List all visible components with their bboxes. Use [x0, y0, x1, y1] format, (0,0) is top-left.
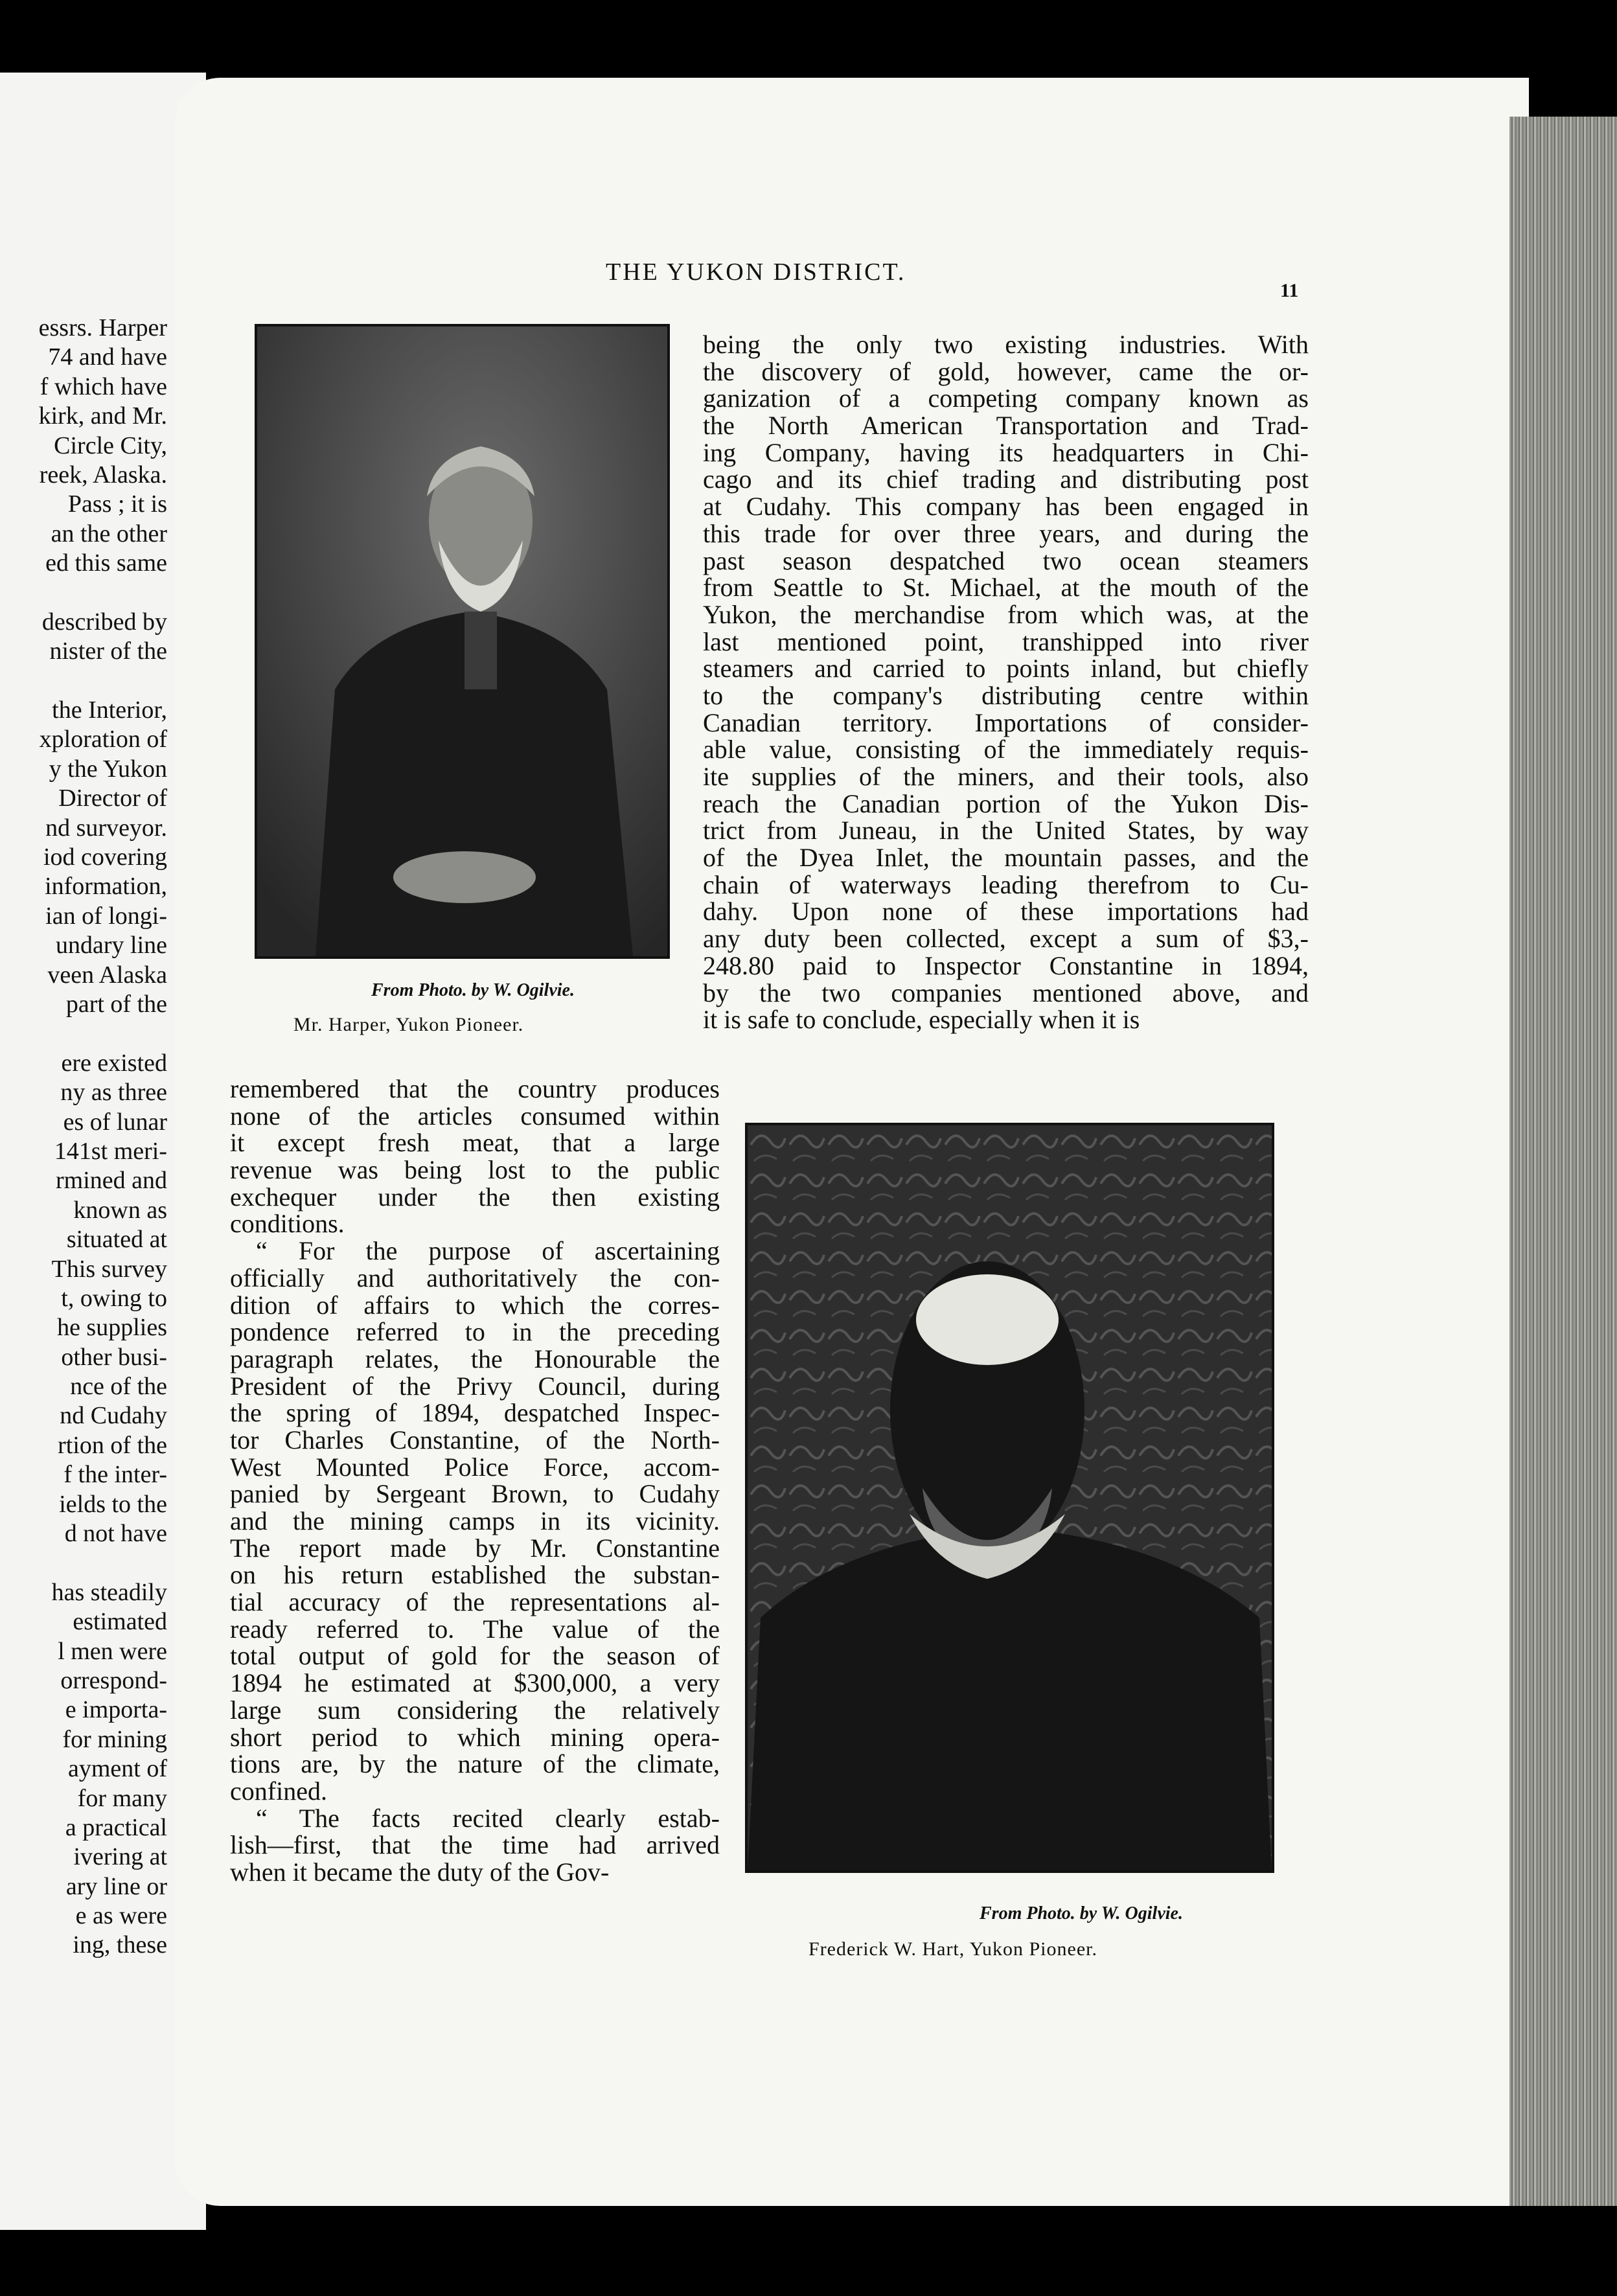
text-line: “ For the purpose of ascertaining [256, 1236, 720, 1266]
right-column-text [703, 331, 1309, 1033]
text-line: at Cudahy. This company has been engaged in [703, 492, 1309, 522]
facing-page-line: undary line [55, 932, 167, 959]
facing-page-line: described by [41, 608, 167, 636]
text-line: last mentioned point, transhipped into river [703, 626, 1309, 656]
facing-page-line: This survey [51, 1255, 167, 1283]
facing-page-line: situated at [66, 1226, 167, 1254]
text-line: “ The facts recited clearly estab- [256, 1803, 720, 1833]
facing-page-line: es of lunar [63, 1108, 167, 1136]
facing-page-line: an the other [51, 520, 167, 547]
facing-page-line: ny as three [60, 1079, 167, 1107]
facing-page-line: y the Yukon [49, 755, 167, 783]
facing-page-line: ian of longi- [45, 902, 167, 930]
facing-page-line: 74 and have [48, 343, 167, 371]
facing-page-line: kirk, and Mr. [38, 402, 167, 430]
text-line: from Seattle to St. Michael, at the mouth of the [703, 573, 1309, 603]
facing-page-line: e as were [75, 1902, 167, 1930]
photo-credit: From Photo. by W. Ogilvie. [371, 980, 575, 1000]
facing-page-line [0, 1019, 167, 1048]
text-line: tions are, by the nature of the climate, [230, 1749, 720, 1779]
text-line: tial accuracy of the representations al- [230, 1587, 720, 1617]
facing-page-line: f which have [40, 373, 167, 400]
facing-page-line: f the inter- [63, 1461, 167, 1489]
facing-page-line: iod covering [43, 844, 167, 871]
text-line: The report made by Mr. Constantine [230, 1533, 720, 1563]
page-edges [1509, 117, 1617, 2206]
text-line: tor Charles Constantine, of the North- [230, 1425, 720, 1454]
facing-page-line: a practical [65, 1813, 167, 1841]
text-line: lish—first, that the time had arrived [230, 1830, 720, 1860]
figure-caption: Frederick W. Hart, Yukon Pioneer. [808, 1938, 1097, 1960]
text-line: when it became the duty of the Gov- [230, 1857, 610, 1887]
portrait-harper [255, 324, 670, 959]
facing-page-line: information, [45, 873, 167, 901]
text-line: of the Dyea Inlet, the mountain passes, and the [703, 843, 1309, 873]
text-line: this trade for over three years, and during the [703, 518, 1309, 548]
text-line: chain of waterways leading therefrom to Cu- [703, 869, 1309, 899]
text-line: reach the Canadian portion of the Yukon Dis- [703, 788, 1309, 818]
text-line: cago and its chief trading and distributing post [703, 465, 1309, 494]
text-line: ite supplies of the miners, and their tools, also [703, 762, 1309, 791]
facing-page-line: Circle City, [54, 431, 167, 459]
facing-page-line: nister of the [49, 637, 167, 665]
facing-page-line: nd surveyor. [45, 814, 167, 842]
text-line: Canadian territory. Importations of consider- [703, 707, 1309, 737]
portrait-hart [745, 1123, 1274, 1873]
text-line: 248.80 paid to Inspector Constantine in 1894, [703, 950, 1309, 980]
text-line: ing Company, having its headquarters in Chi- [703, 437, 1309, 467]
facing-page-line: rmined and [55, 1167, 167, 1195]
facing-page-line: d not have [64, 1520, 167, 1548]
facing-page-line: has steadily [51, 1578, 167, 1606]
facing-page-line: reek, Alaska. [39, 461, 167, 488]
text-line: the spring of 1894, despatched Inspec- [230, 1398, 720, 1428]
text-line: panied by Sergeant Brown, to Cudahy [230, 1479, 720, 1509]
facing-page-line [0, 667, 167, 696]
text-line: steamers and carried to points inland, but chiefly [703, 654, 1309, 683]
text-line: trict from Juneau, in the United States, by way [703, 816, 1309, 845]
text-line: conditions. [230, 1209, 345, 1239]
facing-page-line: part of the [65, 990, 167, 1018]
text-line: large sum considering the relatively [230, 1695, 720, 1725]
text-line: it is safe to conclude, especially when it is [703, 1005, 1140, 1035]
text-line: remembered that the country produces [230, 1074, 720, 1103]
facing-page-line: essrs. Harper [38, 314, 167, 341]
text-line: short period to which mining opera- [230, 1722, 720, 1752]
left-column-text [230, 1075, 720, 1886]
text-line: it except fresh meat, that a large [230, 1128, 720, 1158]
text-line: and the mining camps in its vicinity. [230, 1506, 720, 1535]
figure-caption: Mr. Harper, Yukon Pioneer. [293, 1014, 524, 1035]
facing-page-line: Director of [58, 785, 167, 812]
facing-page-line: known as [73, 1196, 167, 1224]
facing-page-text [0, 314, 167, 1960]
text-line: West Mounted Police Force, accom- [230, 1452, 720, 1482]
text-line: to the company's distributing centre within [703, 680, 1309, 710]
text-line: none of the articles consumed within [230, 1101, 720, 1131]
facing-page-line: ields to the [59, 1490, 167, 1518]
facing-page-line: rtion of the [58, 1431, 167, 1459]
text-line: by the two companies mentioned above, and [703, 978, 1309, 1007]
facing-page-line: for mining [62, 1725, 167, 1753]
facing-page-line [0, 1548, 167, 1578]
text-line: exchequer under the then existing [230, 1182, 720, 1211]
text-line: revenue was being lost to the public [230, 1155, 720, 1185]
facing-page-line: xploration of [39, 726, 167, 753]
text-line: on his return established the substan- [230, 1560, 720, 1590]
photo-credit: From Photo. by W. Ogilvie. [980, 1903, 1183, 1923]
facing-page-line: ayment of [67, 1755, 167, 1783]
facing-page-line: ary line or [65, 1872, 167, 1900]
text-line: dition of affairs to which the corres- [230, 1290, 720, 1320]
facing-page-line: ed this same [45, 549, 167, 577]
page-number: 11 [1280, 280, 1299, 301]
text-line: ganization of a competing company known as [703, 384, 1309, 413]
facing-page-line: ivering at [73, 1843, 167, 1871]
text-line: the discovery of gold, however, came the or- [703, 356, 1309, 386]
facing-page-line: Pass ; it is [67, 490, 167, 518]
facing-page-line: he supplies [57, 1314, 167, 1342]
facing-page-line: e importa- [65, 1696, 167, 1724]
facing-page-line: the Interior, [52, 696, 167, 724]
facing-page-line: for many [77, 1784, 167, 1812]
facing-page-line: orrespond- [60, 1666, 167, 1694]
text-line: any duty been collected, except a sum of $3,- [703, 924, 1309, 954]
facing-page-line: l men were [58, 1637, 167, 1665]
text-line: able value, consisting of the immediately requis- [703, 735, 1309, 764]
text-line: total output of gold for the season of [230, 1641, 720, 1671]
text-line: ready referred to. The value of the [230, 1614, 720, 1644]
facing-page-line: estimated [73, 1608, 167, 1636]
text-line: confined. [230, 1776, 327, 1806]
facing-page-line: 141st meri- [54, 1137, 167, 1165]
text-line: paragraph relates, the Honourable the [230, 1344, 720, 1373]
facing-page-line: other busi- [61, 1343, 167, 1371]
facing-page-line: nce of the [70, 1373, 167, 1401]
facing-page-line: ere existed [61, 1049, 167, 1077]
facing-page-line [0, 579, 167, 608]
text-line: Yukon, the merchandise from which was, at the [703, 599, 1309, 629]
text-line: 1894 he estimated at $300,000, a very [230, 1668, 720, 1698]
facing-page-line: veen Alaska [47, 961, 167, 989]
text-line: President of the Privy Council, during [230, 1371, 720, 1401]
running-head: THE YUKON DISTRICT. [606, 258, 906, 286]
text-line: dahy. Upon none of these importations had [703, 897, 1309, 926]
facing-page-line: ing, these [73, 1931, 167, 1959]
facing-page-line: t, owing to [61, 1284, 167, 1312]
facing-page-line: nd Cudahy [60, 1402, 167, 1430]
text-line: pondence referred to in the preceding [230, 1317, 720, 1347]
text-line: being the only two existing industries. With [703, 330, 1309, 359]
text-line: the North American Transportation and Trad- [703, 411, 1309, 441]
text-line: past season despatched two ocean steamers [703, 545, 1309, 575]
text-line: officially and authoritatively the con- [230, 1263, 720, 1292]
